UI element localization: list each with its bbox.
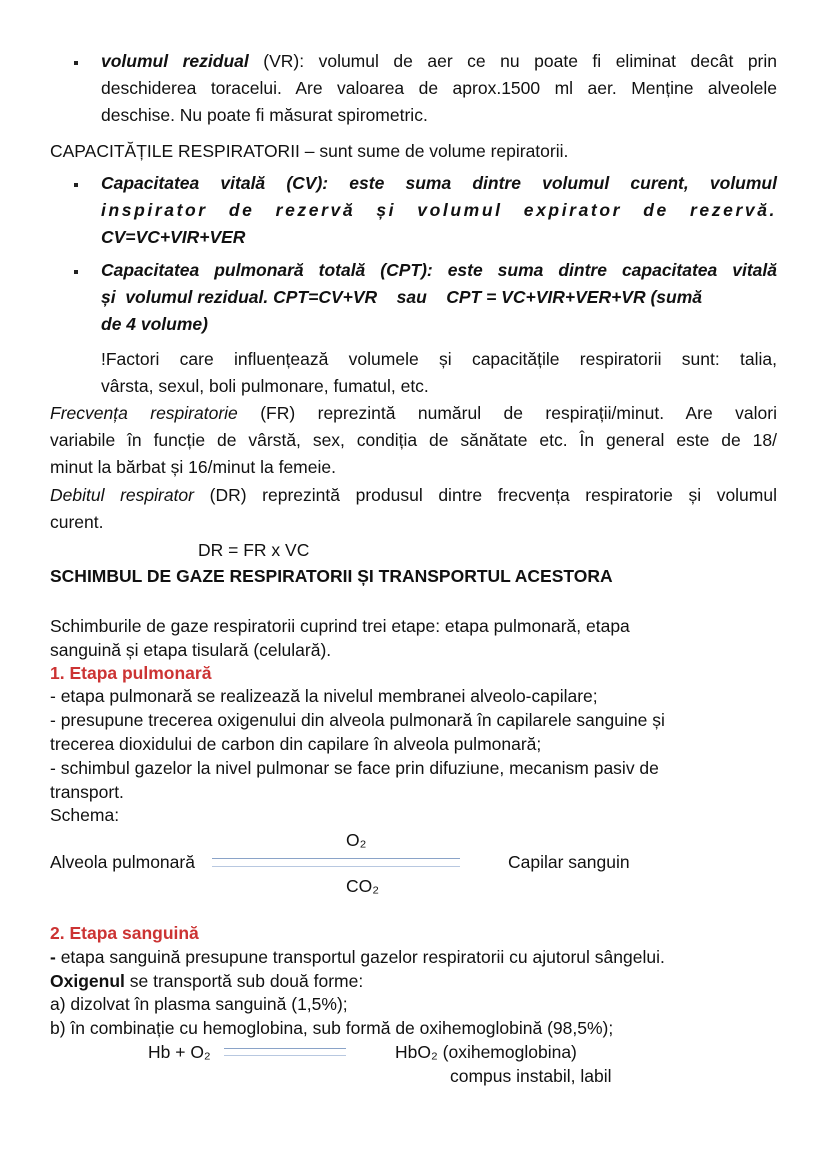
debit-formula: DR = FR x VC [198,540,310,560]
debit-line-1 [50,482,777,509]
vr-line-1 [101,48,777,75]
cv-formula: CV=VC+VIR+VER [101,227,246,247]
etapa1-schema-label: Schema: [50,805,120,825]
etapa1-line-2: - presupune trecerea oxigenului din alveola pulmonară în capilarele sanguine și [50,710,665,730]
debit-term: Debitul respirator [50,485,194,505]
etapa2-line-2-text: se transportă sub două forme: [124,971,364,991]
factori-line-1: !Factori care influențează volumele și capacitățile respiratorii sunt: talia, [101,349,777,369]
bullet-marker [74,183,78,187]
equation-right: HbO₂ (oxihemoglobina) [395,1042,577,1062]
etapa2-line-2 [50,969,363,993]
schema-capilar: Capilar sanguin [508,852,630,872]
bullet-marker [74,61,78,65]
schema-arrow-bottom [212,866,460,867]
equation-arrow-top [224,1048,346,1049]
etapa2-dash: - [50,947,56,967]
schimb-intro-2: sanguină și etapa tisulară (celulară). [50,640,332,660]
etapa1-line-4: - schimbul gazelor la nivel pulmonar se face prin difuziune, mecanism pasiv de [50,758,659,778]
bullet-marker [74,270,78,274]
oxigenul-term: Oxigenul [50,971,125,991]
frecventa-line-3: minut la bărbat și 16/minut la femeie. [50,457,336,477]
capacitati-heading: CAPACITĂȚILE RESPIRATORII – sunt sume de volume repiratorii. [50,141,569,161]
etapa1-line-3: trecerea dioxidului de carbon din capilare în alveola pulmonară; [50,734,542,754]
vr-line-3: deschise. Nu poate fi măsurat spirometric. [101,105,428,125]
frecventa-line-1 [50,400,777,427]
schema-o2: O₂ [346,830,367,850]
schema-alveola: Alveola pulmonară [50,852,195,872]
etapa2-line-3: a) dizolvat în plasma sanguină (1,5%); [50,994,348,1014]
schema-co2: CO₂ [346,876,380,896]
etapa1-line-5: transport. [50,782,124,802]
cpt-line-1: Capacitatea pulmonară totală (CPT): este suma dintre capacitatea vitală [101,260,777,280]
vr-term: volumul rezidual [101,51,249,71]
etapa2-text: etapa sanguină presupune transportul gazelor respiratorii cu ajutorul sângelui. [55,947,665,967]
equation-left: Hb + O₂ [148,1042,211,1062]
frecventa-text: (FR) reprezintă numărul de respirații/minut. Are valori [237,403,777,423]
schema-arrow-top [212,858,460,859]
debit-text: (DR) reprezintă produsul dintre frecvența respiratorie și volumul [194,485,777,505]
vr-text: (VR): volumul de aer ce nu poate fi eliminat decât prin [248,51,778,71]
etapa2-title: 2. Etapa sanguină [50,923,199,943]
frecventa-line-2: variabile în funcție de vârstă, sex, condiția de sănătate etc. În general este de 18/ [50,430,777,450]
equation-note: compus instabil, labil [450,1066,612,1086]
equation-arrow-bottom [224,1055,346,1056]
etapa1-title: 1. Etapa pulmonară [50,663,212,683]
factori-line-2: vârsta, sexul, boli pulmonare, fumatul, etc. [101,376,429,396]
cpt-line-3: de 4 volume) [101,314,208,334]
vr-line-2: deschiderea toracelui. Are valoarea de aprox.1500 ml aer. Menține alveolele [101,78,777,98]
etapa1-line-1: - etapa pulmonară se realizează la nivelul membranei alveolo-capilare; [50,686,598,706]
cpt-line-2: și volumul rezidual. CPT=CV+VR sau CPT = VC+VIR+VER+VR (sumă [101,287,703,307]
schimb-heading: SCHIMBUL DE GAZE RESPIRATORII ȘI TRANSPORTUL ACESTORA [50,566,613,586]
schimb-intro-1: Schimburile de gaze respiratorii cuprind trei etape: etapa pulmonară, etapa [50,616,630,636]
debit-line-2: curent. [50,512,104,532]
cv-line-1: Capacitatea vitală (CV): este suma dintre volumul curent, volumul [101,173,777,193]
frecventa-term: Frecvența respiratorie [50,403,238,423]
etapa2-line-4: b) în combinație cu hemoglobina, sub formă de oxihemoglobină (98,5%); [50,1018,614,1038]
cv-line-2: inspirator de rezervă și volumul expirator de rezervă. [101,200,777,220]
etapa2-line-1 [50,945,665,969]
